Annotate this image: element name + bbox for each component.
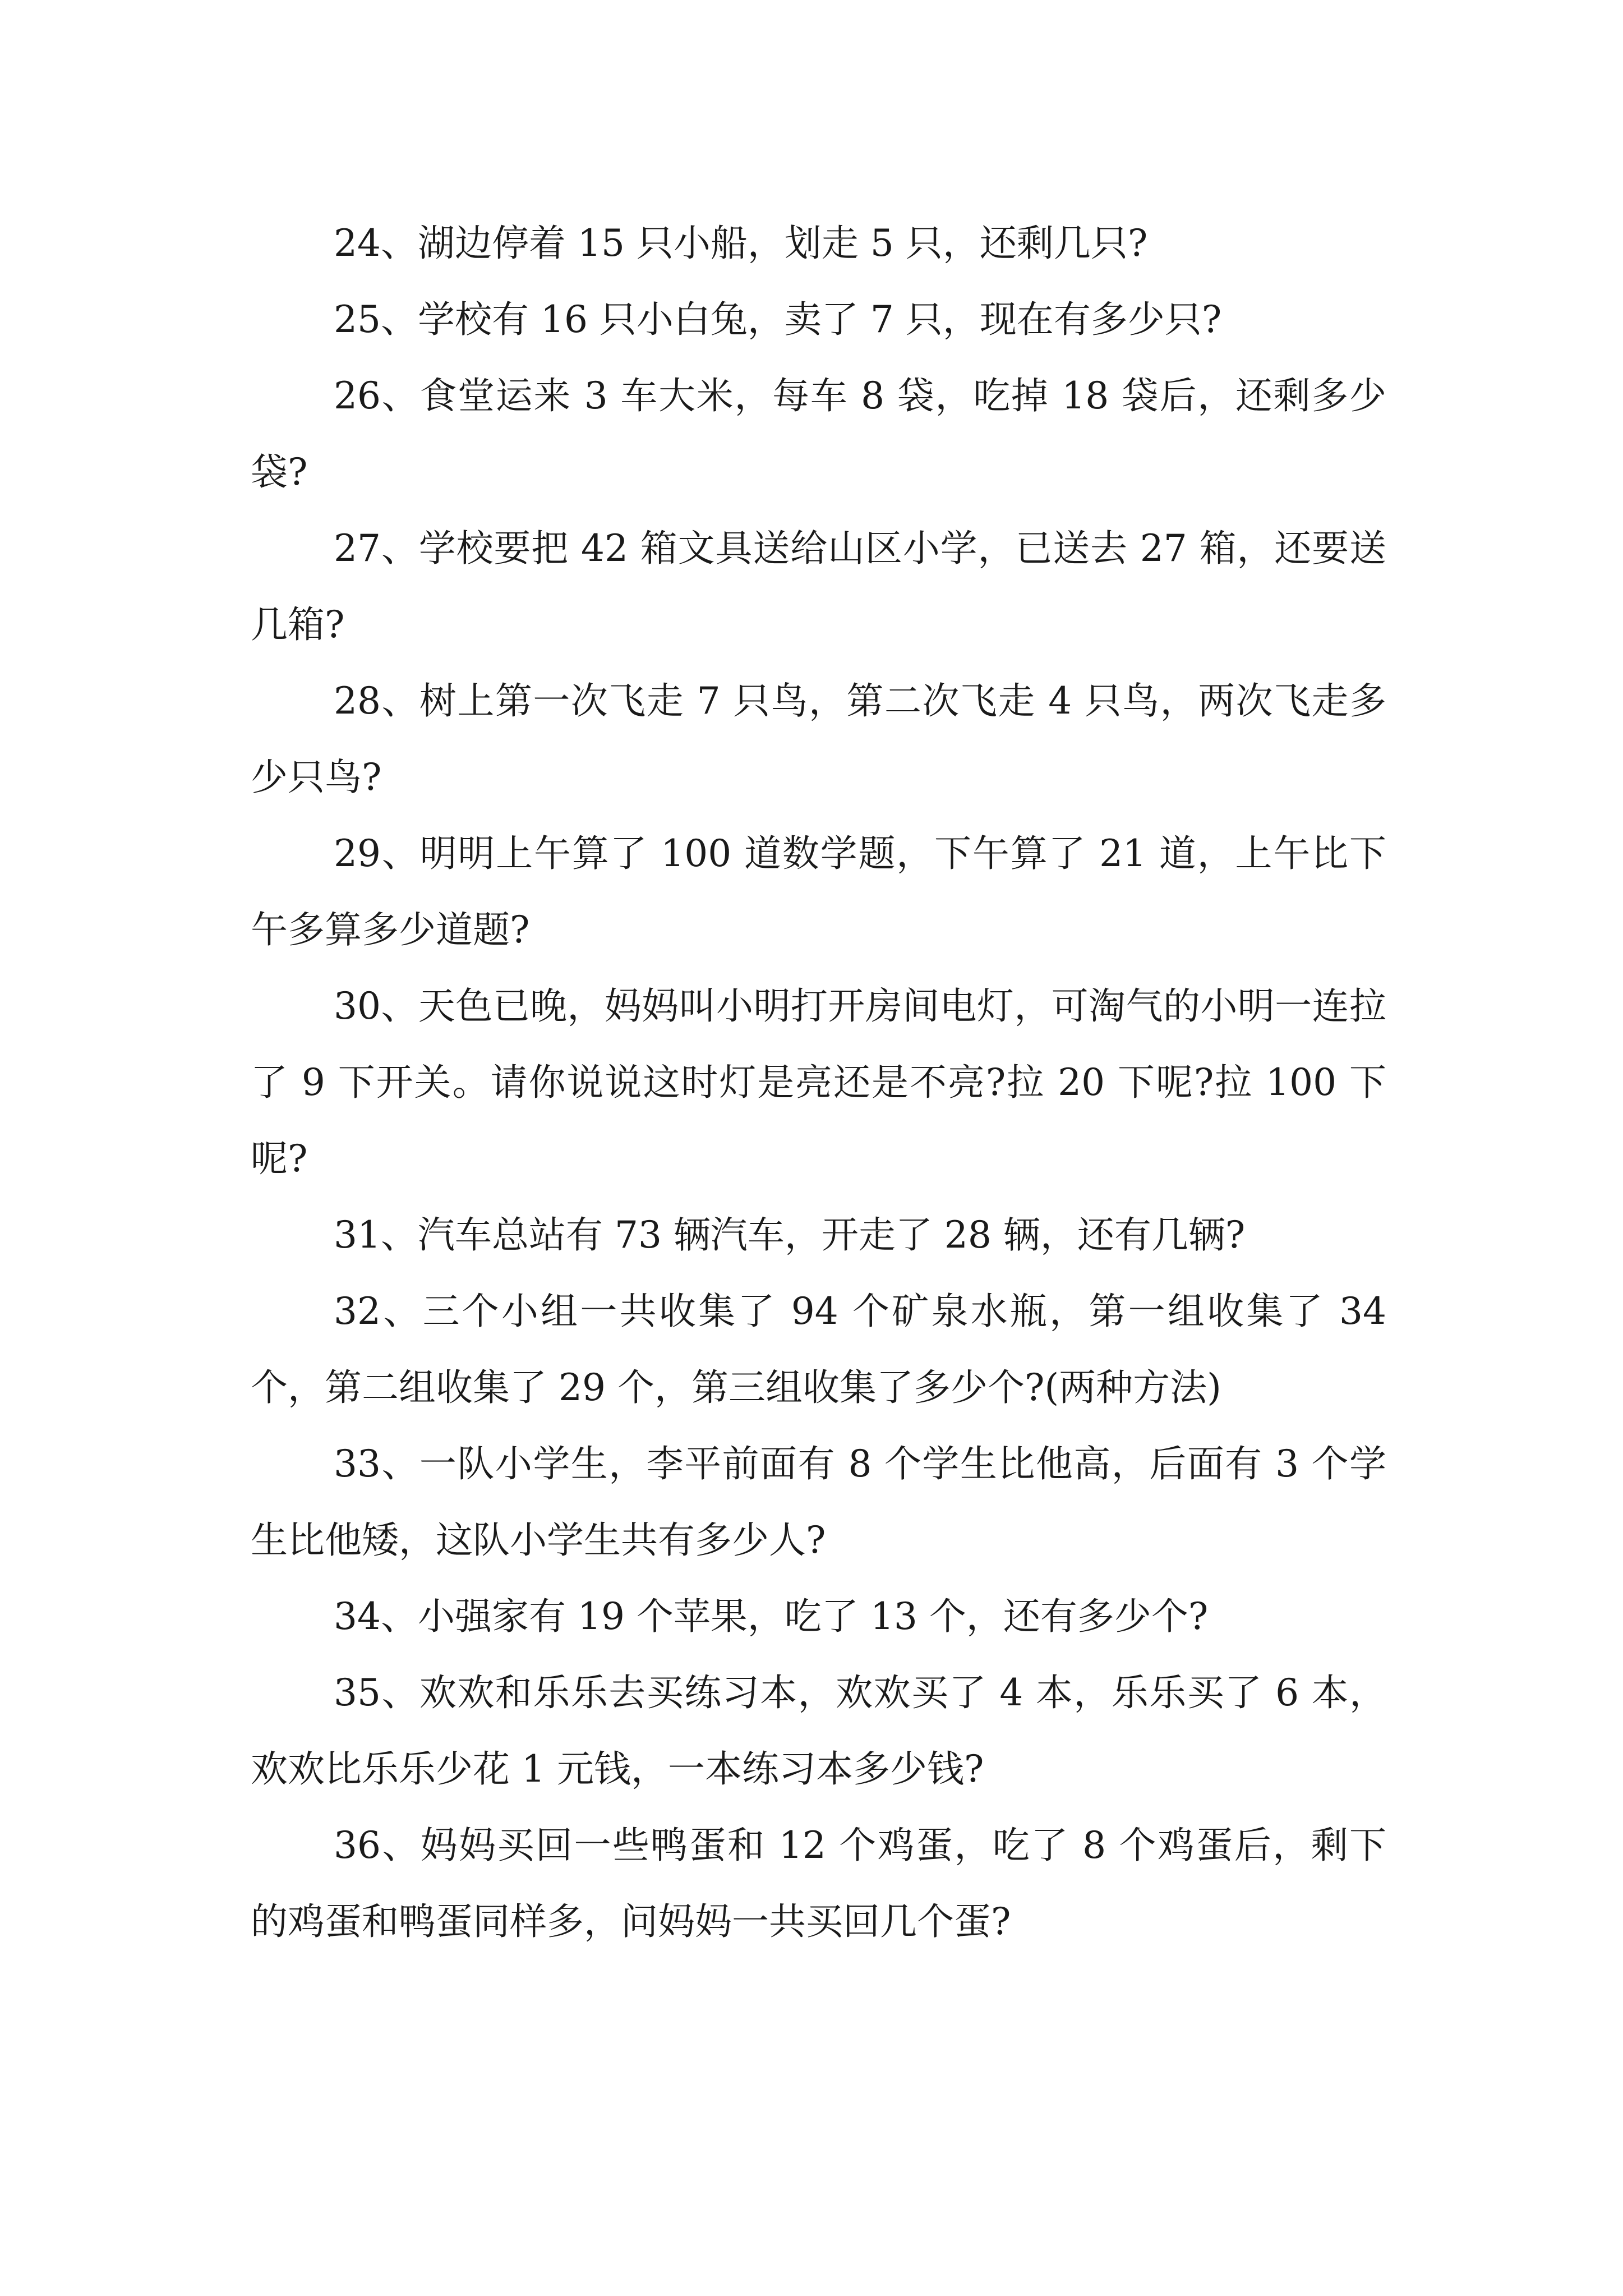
problem-24: 24、湖边停着 15 只小船，划走 5 只，还剩几只?: [334, 222, 1148, 265]
problem-28: 28、树上第一次飞走 7 只鸟，第二次飞走 4 只鸟，两次飞走多少只鸟?: [251, 679, 1386, 799]
problem-33: 33、一队小学生，李平前面有 8 个学生比他高，后面有 3 个学生比他矮，这队小学生共有多少人?: [251, 1442, 1386, 1562]
problem-36: 36、妈妈买回一些鸭蛋和 12 个鸡蛋，吃了 8 个鸡蛋后，剩下的鸡蛋和鸭蛋同样多，问妈妈一共买回几个蛋?: [251, 1824, 1386, 1943]
problem-29: 29、明明上午算了 100 道数学题，下午算了 21 道，上午比下午多算多少道题?: [251, 832, 1386, 951]
problem-30: 30、天色已晚，妈妈叫小明打开房间电灯，可淘气的小明一连拉了 9 下开关。请你说说这时灯是亮还是不亮?拉 20 下呢?拉 100 下呢?: [251, 984, 1386, 1180]
problem-34: 34、小强家有 19 个苹果，吃了 13 个，还有多少个?: [334, 1595, 1209, 1638]
document-body: [251, 205, 1386, 1960]
problem-35: 35、欢欢和乐乐去买练习本，欢欢买了 4 本，乐乐买了 6 本，欢欢比乐乐少花 1 元钱，一本练习本多少钱?: [251, 1671, 1386, 1791]
problem-31: 31、汽车总站有 73 辆汽车，开走了 28 辆，还有几辆?: [334, 1213, 1246, 1257]
problem-26: 26、食堂运来 3 车大米，每车 8 袋，吃掉 18 袋后，还剩多少袋?: [251, 374, 1386, 494]
problem-27: 27、学校要把 42 箱文具送给山区小学，已送去 27 箱，还要送几箱?: [251, 527, 1386, 646]
problem-32: 32、三个小组一共收集了 94 个矿泉水瓶，第一组收集了 34 个，第二组收集了 29 个，第三组收集了多少个?(两种方法): [251, 1290, 1386, 1409]
problem-25: 25、学校有 16 只小白兔，卖了 7 只，现在有多少只?: [334, 298, 1222, 341]
